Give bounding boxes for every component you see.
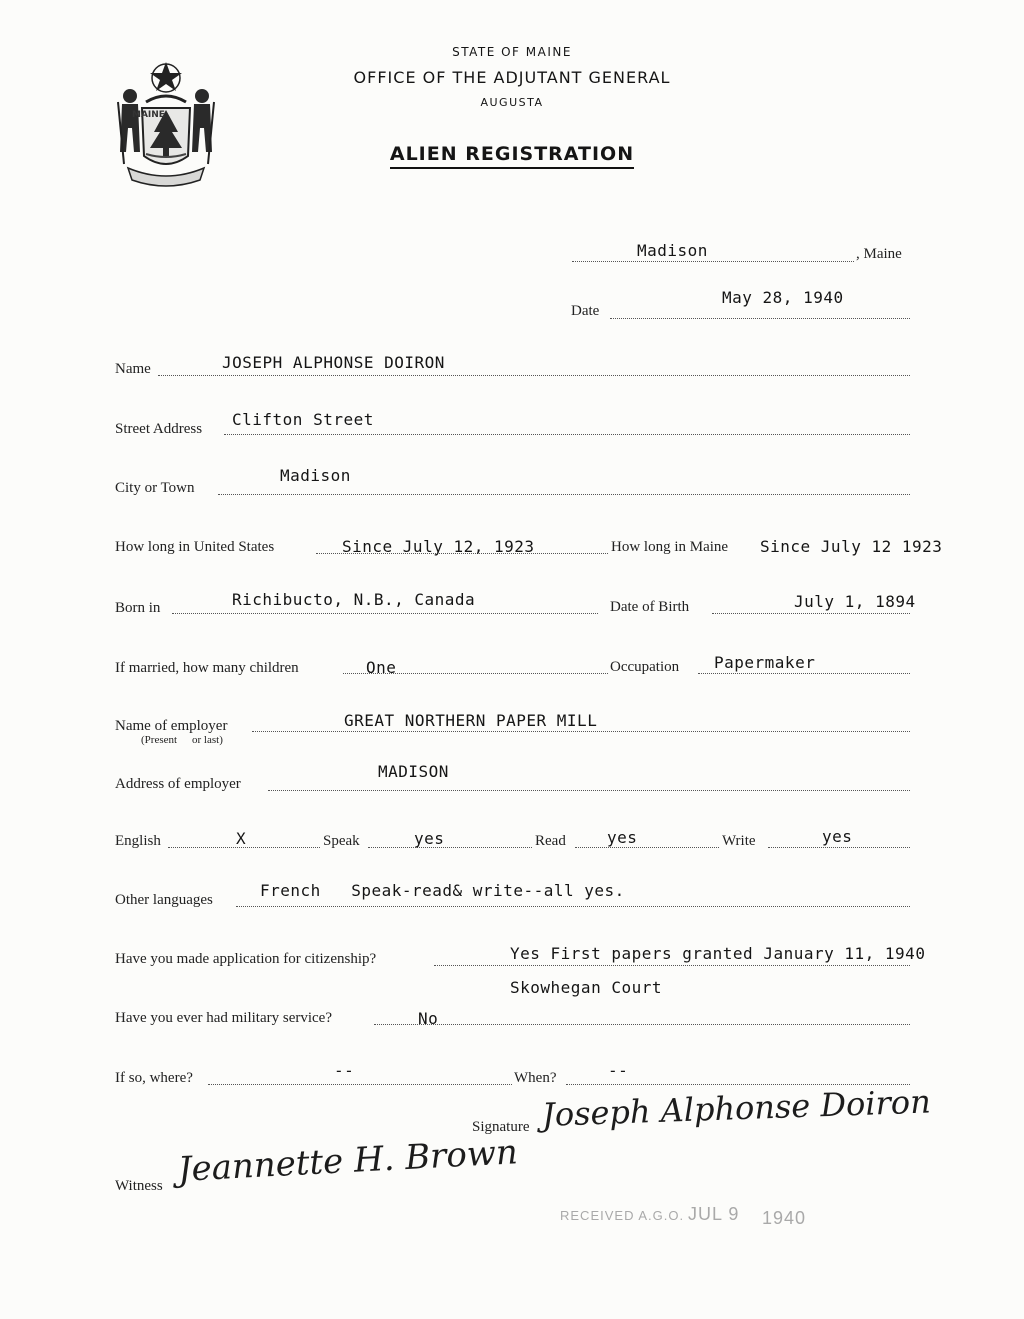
read-label: Read xyxy=(535,833,566,849)
how-long-us-label: How long in United States xyxy=(115,539,275,555)
witness-label: Witness xyxy=(115,1178,163,1194)
read-value: yes xyxy=(607,828,638,847)
city-heading: AUGUSTA xyxy=(480,96,544,109)
how-long-maine-value: Since July 12 1923 xyxy=(760,537,943,556)
dob-label: Date of Birth xyxy=(610,599,690,615)
where-label: If so, where? xyxy=(115,1070,193,1086)
when-label: When? xyxy=(514,1070,557,1086)
speak-value: yes xyxy=(414,829,445,848)
occupation-label: Occupation xyxy=(610,659,680,675)
english-value: X xyxy=(236,829,247,848)
employer-value: GREAT NORTHERN PAPER MILL xyxy=(344,711,598,730)
city-value: Madison xyxy=(280,466,351,485)
name-label: Name xyxy=(115,361,151,377)
employer-note-present: (Present xyxy=(141,734,178,746)
citizenship-court: Skowhegan Court xyxy=(510,978,662,997)
dob-value: July 1, 1894 xyxy=(794,592,916,611)
received-stamp-date: JUL 9 xyxy=(688,1204,740,1224)
town-value: Madison xyxy=(637,241,708,260)
date-label: Date xyxy=(571,303,600,319)
employer-label: Name of employer xyxy=(115,718,228,734)
other-languages-label: Other languages xyxy=(115,892,213,908)
seal-label: MAINE xyxy=(132,110,165,120)
born-in-label: Born in xyxy=(115,600,161,616)
citizenship-label: Have you made application for citizenship? xyxy=(115,951,377,967)
write-value: yes xyxy=(822,827,853,846)
name-value: JOSEPH ALPHONSE DOIRON xyxy=(222,353,445,372)
date-value: May 28, 1940 xyxy=(722,288,844,307)
write-label: Write xyxy=(722,833,756,849)
employer-note-last: or last) xyxy=(192,734,223,746)
received-stamp-year: 1940 xyxy=(762,1208,807,1228)
citizenship-value: Yes First papers granted January 11, 1940 xyxy=(510,944,926,963)
title-wrap xyxy=(0,143,1024,165)
signature-value: Joseph Alphonse Doiron xyxy=(541,1082,932,1134)
other-languages-value: French Speak-read& write--all yes. xyxy=(260,881,625,900)
english-label: English xyxy=(115,833,161,849)
received-stamp-label: RECEIVED A.G.O. xyxy=(560,1208,685,1223)
military-label: Have you ever had military service? xyxy=(115,1010,332,1026)
children-value: One xyxy=(366,658,397,677)
how-long-us-value: Since July 12, 1923 xyxy=(342,537,535,556)
how-long-maine-label: How long in Maine xyxy=(611,539,729,555)
military-value: No xyxy=(418,1009,439,1028)
signature-label: Signature xyxy=(472,1119,530,1135)
state-heading: STATE OF MAINE xyxy=(452,45,572,59)
speak-label: Speak xyxy=(323,833,360,849)
witness-value: Jeannette H. Brown xyxy=(176,1132,519,1190)
where-value: -- xyxy=(334,1061,355,1080)
office-heading: OFFICE OF THE ADJUTANT GENERAL xyxy=(353,68,671,87)
employer-address-label: Address of employer xyxy=(115,776,241,792)
street-label: Street Address xyxy=(115,421,203,437)
employer-address-value: MADISON xyxy=(378,762,449,781)
form-title: ALIEN REGISTRATION xyxy=(390,143,634,169)
city-label: City or Town xyxy=(115,480,195,496)
born-in-value: Richibucto, N.B., Canada xyxy=(232,590,476,609)
children-label: If married, how many children xyxy=(115,660,299,676)
when-value: -- xyxy=(608,1061,629,1080)
occupation-value: Papermaker xyxy=(714,653,816,672)
maine-label: , Maine xyxy=(856,246,902,262)
street-value: Clifton Street xyxy=(232,410,374,429)
